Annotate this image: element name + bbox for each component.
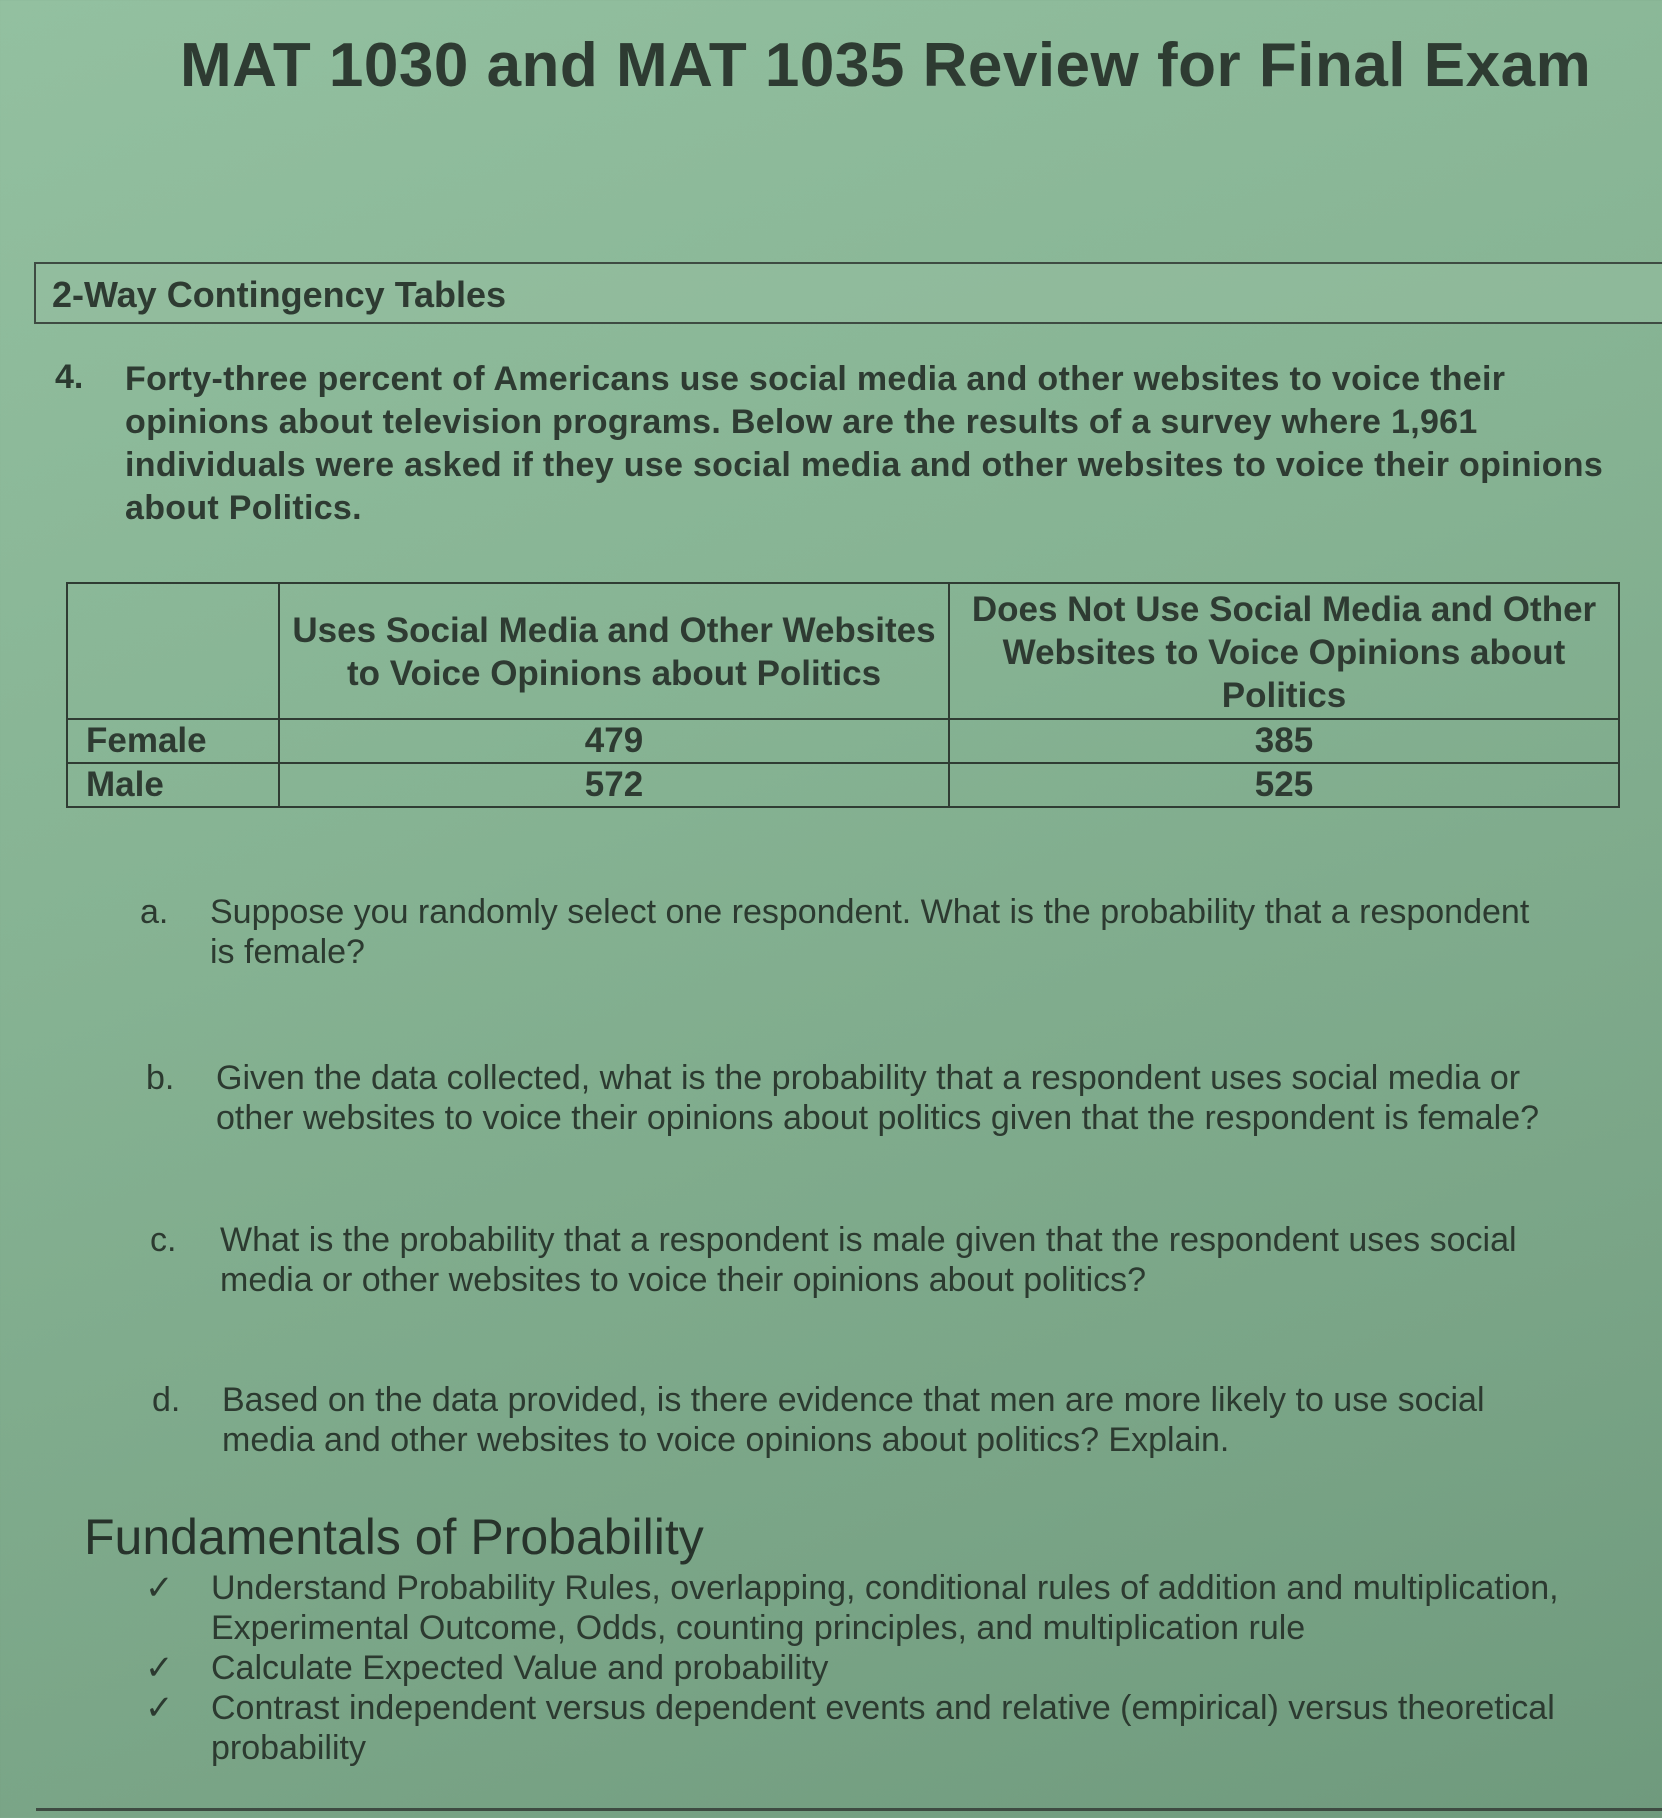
list-item-text: Calculate Expected Value and probability bbox=[211, 1649, 829, 1687]
table-header-does-not-use: Does Not Use Social Media and Other Websites to Voice Opinions about Politics bbox=[949, 583, 1619, 719]
page-title: MAT 1030 and MAT 1035 Review for Final Exam bbox=[180, 31, 1592, 100]
table-row-label: Male bbox=[67, 763, 279, 807]
question-d bbox=[152, 1380, 1572, 1460]
check-icon: ✓ bbox=[145, 1569, 174, 1607]
list-item bbox=[145, 1688, 1605, 1768]
question-letter: d. bbox=[152, 1381, 181, 1419]
problem-number: 4. bbox=[55, 358, 84, 396]
table-header-uses: Uses Social Media and Other Websites to Voice Opinions about Politics bbox=[279, 583, 949, 719]
list-item bbox=[145, 1568, 1605, 1648]
question-a bbox=[140, 892, 1560, 972]
problem-text: Forty-three percent of Americans use social media and other websites to voice their opinions about television programs. Below are the results of a survey where 1,961 individuals were asked if they use social media and other websites to voice their opinions about Politics. bbox=[125, 360, 1604, 527]
table-cell: 479 bbox=[279, 719, 949, 763]
contingency-table bbox=[66, 582, 1620, 808]
question-text: Given the data collected, what is the probability that a respondent uses social media or other websites to voice their opinions about politics given that the respondent is female? bbox=[216, 1059, 1540, 1137]
check-icon: ✓ bbox=[145, 1649, 174, 1687]
table-row bbox=[67, 763, 1619, 807]
question-c bbox=[150, 1220, 1570, 1300]
table-row-label: Female bbox=[67, 719, 279, 763]
fundamentals-heading: Fundamentals of Probability bbox=[84, 1509, 704, 1565]
section-header bbox=[34, 262, 1662, 324]
question-text: Suppose you randomly select one respondent. What is the probability that a respondent is female? bbox=[210, 893, 1530, 971]
table-cell: 572 bbox=[279, 763, 949, 807]
list-item-text: Contrast independent versus dependent events and relative (empirical) versus theoretical probability bbox=[211, 1689, 1555, 1767]
question-text: Based on the data provided, is there evidence that men are more likely to use social media and other websites to voice opinions about politics? Explain. bbox=[222, 1381, 1485, 1459]
list-item-text: Understand Probability Rules, overlapping, conditional rules of addition and multiplication, Experimental Outcome, Odds, counting principles, and multiplication rule bbox=[211, 1569, 1559, 1647]
question-b bbox=[146, 1058, 1566, 1138]
list-item bbox=[145, 1648, 1605, 1688]
table-cell: 385 bbox=[949, 719, 1619, 763]
question-letter: c. bbox=[150, 1221, 177, 1259]
bottom-divider bbox=[36, 1808, 1662, 1811]
table-header-empty bbox=[67, 583, 279, 719]
table-row bbox=[67, 719, 1619, 763]
question-letter: a. bbox=[140, 893, 169, 931]
question-text: What is the probability that a respondent is male given that the respondent uses social media or other websites to voice their opinions about politics? bbox=[220, 1221, 1517, 1299]
fundamentals-checklist bbox=[145, 1568, 1605, 1768]
section-title: 2-Way Contingency Tables bbox=[52, 274, 507, 315]
check-icon: ✓ bbox=[145, 1689, 174, 1727]
table-cell: 525 bbox=[949, 763, 1619, 807]
table-header-row bbox=[67, 583, 1619, 719]
question-letter: b. bbox=[146, 1059, 175, 1097]
